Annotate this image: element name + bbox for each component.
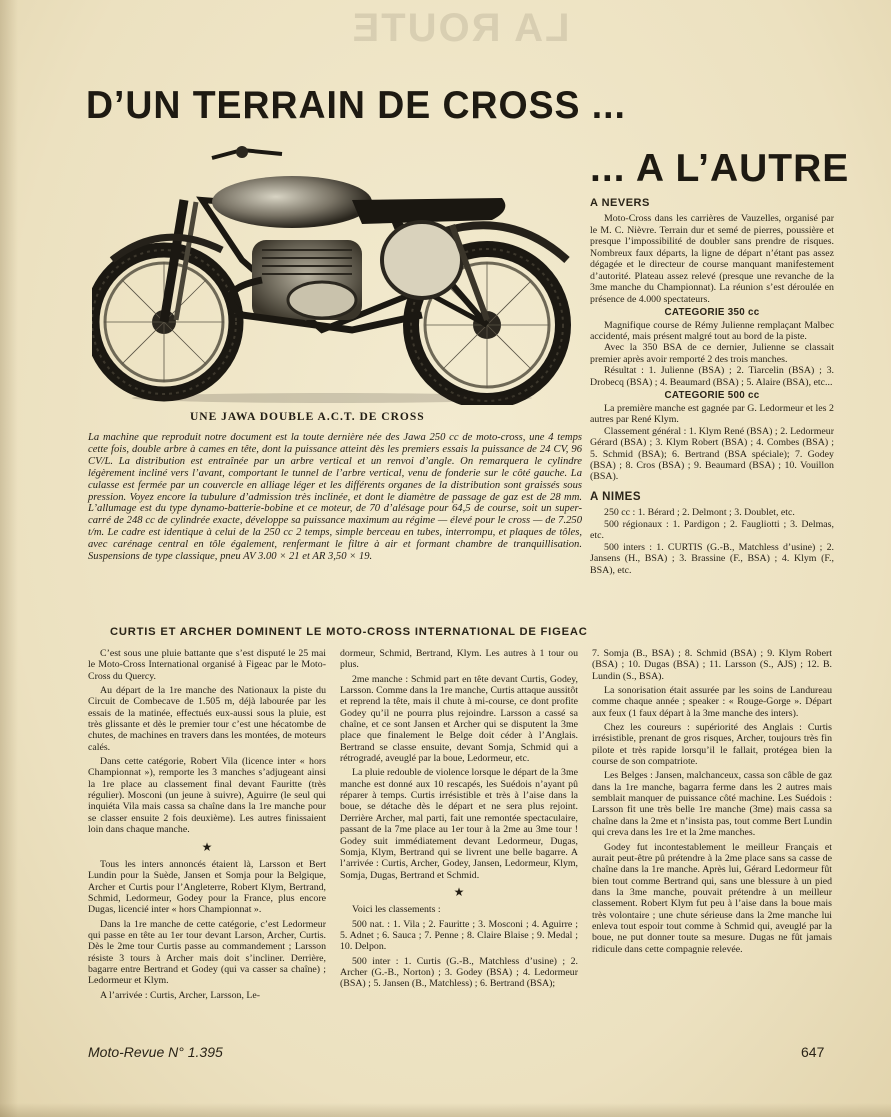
- bleed-through-text: LA ROUTE: [350, 6, 570, 50]
- article-column-2: [340, 648, 578, 993]
- col3-paragraph-1: 7. Somja (B., BSA) ; 8. Schmid (BSA) ; 9. Klym Robert (BSA) ; 10. Dugas (BSA) ; 11. Larsson (S., AJS) ; 12. B. Lundin (S., BSA).: [592, 648, 832, 682]
- col2-paragraph-1: dormeur, Schmid, Bertrand, Klym. Les autres à 1 tour ou plus.: [340, 648, 578, 671]
- category-500-result: Classement général : 1. Klym René (BSA) ; 2. Ledormeur Gérard (BSA) ; 3. Klym Robert (BSA) ; 4. Combes (BSA) ; 5. Schmid (BSA); 6. Bertrand (BSA spéciale); 7. Godey (BSA) ; 8. Cros (BSA) ; 9. Beaumard (BSA) ; 10. Vouillon (BSA).: [590, 425, 834, 483]
- col3-paragraph-2: La sonorisation était assurée par les soins de Landureau comme chaque année ; speaker : « Rouge-Gorge ». Départ aux feux (1 faux départ à la 3me manche des inters).: [592, 685, 832, 719]
- category-350-heading: CATEGORIE 350 cc: [664, 307, 760, 319]
- category-350-paragraph-1: Magnifique course de Rémy Julienne remplaçant Malbec accidenté, mais présent malgré tout au bord de la piste.: [590, 319, 834, 342]
- article-column-1: [88, 648, 326, 1004]
- results-column: [590, 198, 834, 576]
- photo-caption: UNE JAWA DOUBLE A.C.T. DE CROSS: [190, 411, 425, 423]
- col2-paragraph-2: 2me manche : Schmid part en tête devant Curtis, Godey, Larsson. Comme dans la 1re manche, Curtis attaque aussitôt et reprend la tête, mais il chute à mi-course, ce dont profite Godey qu’il ne pourra plus rejoindre. Larsson a cassé sa chaîne, et ce sont Jansen et Archer qui se disputent la 3me place que finalement le Belge doit céder à l’Anglais. Bertrand se classe ensuite, devant Somja, Schmid qui a rétrogradé, aveuglé par la boue, Ledormeur, etc.: [340, 673, 578, 765]
- intro-paragraph: La machine que reproduit notre document est la toute dernière née des Jawa 250 cc de moto-cross, une 4 temps cette fois, double arbre à cames en tête, dont la puissance atteint dès les premiers essais la puissance de 24 CV, 96 CV/L. La distribution est entraînée par un arbre vertical et un renvoi d’angle. On remarquera le cylindre légèrement incliné vers l’avant, comportant le tunnel de l’arbre vertical, venu de fonderie sur le côté gauche. La culasse est fermée par un couvercle en alliage léger et les différents organes de la distribution sont graissés sous pression. Voyez encore la tubulure d’admission très inclinée, et dont le diamètre de passage de gaz est de 28 mm. L’allumage est du type dynamo-batterie-bobine et ce moteur, de 70 d’alésage pour 64,5 de course, soit un super-carré de 248 cc de cylindrée exacte, développe sa puissance maximum au régime — élevé pour le cross — de 7.250 t/m. Le cadre est identique à celui de la 250 cc 2 temps, simple berceau en tubes, interrompu, et plaques de tôles, avec carénage central en tôle également, renfermant le filtre à air et formant chambre de tranquillisation. Suspensions de type classique, pneu AV 3.00 × 21 et AR 3,50 × 19.: [88, 432, 582, 563]
- col2-paragraph-5: 500 nat. : 1. Vila ; 2. Fauritte ; 3. Mosconi ; 4. Aguirre ; 5. Adnet ; 6. Sauca ; 7. Penne ; 8. Claire Blaise ; 9. Medal ; 10. Delpon.: [340, 918, 578, 953]
- article-headline: CURTIS ET ARCHER DOMINENT LE MOTO-CROSS INTERNATIONAL DE FIGEAC: [110, 626, 588, 638]
- col1-paragraph-6: A l’arrivée : Curtis, Archer, Larsson, Le-: [100, 989, 261, 1001]
- category-350-paragraph-2: Avec la 350 BSA de ce dernier, Julienne se classait premier après avoir remporté 2 des trois manches.: [590, 342, 834, 365]
- nimes-250-result: 250 cc : 1. Bérard ; 2. Delmont ; 3. Doublet, etc.: [604, 507, 795, 519]
- page-title: D’UN TERRAIN DE CROSS ...: [86, 84, 626, 127]
- page-subtitle: ... A L’AUTRE: [590, 147, 850, 190]
- motorcycle-photo: [92, 140, 582, 405]
- article-column-3: [592, 648, 832, 958]
- col2-paragraph-4: Voici les classements :: [352, 904, 441, 916]
- nevers-paragraph: Moto-Cross dans les carrières de Vauzelles, organisé par le M. C. Nièvre. Terrain dur et semé de pierres, poussière et presque l’impossibilité de doubler sans prendre de risques. Nombreux faux départs, la ligne de départ n’étant pas assez dégagée et le directeur de course manquant manifestement d’autorité. Plateau assez relevé (presque une revanche de la 3me manche du Championnat). La réunion s’est déroulée en présence de 4.000 spectateurs.: [590, 213, 834, 305]
- section-star-icon: ★: [201, 839, 213, 854]
- col1-paragraph-2: Au départ de la 1re manche des Nationaux la piste du Circuit de Combecave de 1.505 m, déjà labourée par les essais de la matinée, effectués eux-aussi sous la pluie, est très glissante et dès le premier tour c’est une hécatombe de chutes, de machines en travers dans les montées, de moteurs calés.: [88, 685, 326, 753]
- page-bottom-shadow: [0, 1103, 891, 1117]
- col2-paragraph-6: 500 inter : 1. Curtis (G.-B., Matchless d’usine) ; 2. Archer (G.-B., Norton) ; 3. Godey (BSA) ; 4. Ledormeur (BSA) ; 5. Jansen (B., Matchless) ; 6. Bertrand (BSA);: [340, 955, 578, 990]
- nevers-heading: A NEVERS: [590, 197, 650, 209]
- col1-paragraph-3: Dans cette catégorie, Robert Vila (licence inter « hors Championnat »), remporte les 3 manches s’adjugeant ainsi la 1re place au classement final devant Fauritte (très régulier). Mosconi (un jeune à suivre), Aguirre (le seul qui inquiéta Vila mais cassa sa chaîne dans la 1re manche pour se classer ensuite 2 fois deuxième). Les autres finissaient loin dans chaque manche.: [88, 756, 326, 836]
- category-500-paragraph: La première manche est gagnée par G. Ledormeur et les 2 autres par René Klym.: [590, 402, 834, 426]
- section-star-icon: ★: [453, 884, 465, 899]
- nimes-heading: A NIMES: [590, 490, 641, 503]
- nimes-500-regional-result: 500 régionaux : 1. Pardigon ; 2. Faugliotti ; 3. Delmas, etc.: [590, 518, 834, 542]
- col2-paragraph-3: La pluie redouble de violence lorsque le départ de la 3me manche est donné aux 10 rescapés, les Suédois n’ayant pû réparer à temps. Curtis irrésistible et très à l’aise dans la boue, se détache dès le départ et ne sera plus rejoint. Derrière Archer, mal parti, fait une remontée spectaculaire, passant de la 7me place au 1er tour à la 2me au 3me tour ! Godey suit immédiatement devant Ledormeur, Dugas, Somja, Klym, Bertrand qui se livrent une belle bagarre. A l’arrivée : Curtis, Archer, Godey, Jansen, Ledormeur, Klym, Somja, Dugas, Bertrand et Schmid.: [340, 767, 578, 881]
- category-350-result: Résultat : 1. Julienne (BSA) ; 2. Tiarcelin (BSA) ; 3. Drobecq (BSA) ; 4. Beaumard (BSA) ; 5. Alaire (BSA), etc...: [590, 365, 834, 388]
- col1-paragraph-5: Dans la 1re manche de cette catégorie, c’est Ledormeur qui passe en tête au 1er tour devant Larson, Archer, Curtis. Dès le 2me tour Curtis passe au commandement ; Larsson résiste 3 tours à Archer mais doit s’incliner. Derrière, bagarre entre Bertrand et Godey (qui va casser sa chaîne) ; Ledormeur et Klym.: [88, 918, 326, 987]
- page-number: 647: [801, 1044, 825, 1060]
- col1-paragraph-4: Tous les inters annoncés étaient là, Larsson et Bert Lundin pour la Suède, Jansen et Somja pour la Belgique, Archer et Curtis pour l’Angleterre, Robert Klym, Bertrand, Schmid, Ledormeur, Godey pour la France, plus encore Dugas, licencié inter « hors Championnat ».: [88, 858, 326, 916]
- col3-paragraph-3: Chez les coureurs : supériorité des Anglais : Curtis irrésistible, prenant de gros risques, Archer, toujours très fin pilote et très rapide lorsqu’il le fallait, protégea bien la course de son compatriote.: [592, 722, 832, 768]
- nimes-500-inter-result: 500 inters : 1. CURTIS (G.-B., Matchless d’usine) ; 2. Jansens (H., BSA) ; 3. Brassine (F., BSA) ; 4. Klym (F., BSA), etc.: [590, 541, 834, 576]
- page-edge-shadow: [0, 0, 18, 1117]
- category-500-heading: CATEGORIE 500 cc: [664, 390, 760, 402]
- col3-paragraph-4: Les Belges : Jansen, malchanceux, cassa son câble de gaz dans la 1re manche, bagarra ferme dans les 2 autres mais semblait manquer de puissance côté machine. Les Suédois : Larsson fit une très belle 1re manche (3me) mais cassa sa chaîne dans la 2me et n’insista pas, tout comme Bert Lundin qui creva dans les 1re et la 2me manches.: [592, 770, 832, 839]
- col3-paragraph-5: Godey fut incontestablement le meilleur Français et aurait peut-être pû prétendre à la 2me place sans sa casse de chaîne dans la 1re manche. Après lui, Gérard Ledormeur fût bien tout comme Bertrand qui, sans une blessure à un pied dans la 3me manche, pouvait prétendre à un meilleur classement. Robert Klym fut peu à l’aise dans la boue mais très volontaire ; une chute sérieuse dans la 2me manche lui enleva tout espoir tout comme à Schmid qui, aveuglé par la boue, ne put donner toute sa mesure. Dugas ne fût jamais ridicule dans cette compagnie relevée.: [592, 841, 832, 955]
- col1-paragraph-1: C’est sous une pluie battante que s’est disputé le 25 mai le Moto-Cross International organisé à Figeac par le Moto-Cross du Quercy.: [88, 648, 326, 682]
- magazine-issue: Moto-Revue N° 1.395: [88, 1044, 223, 1060]
